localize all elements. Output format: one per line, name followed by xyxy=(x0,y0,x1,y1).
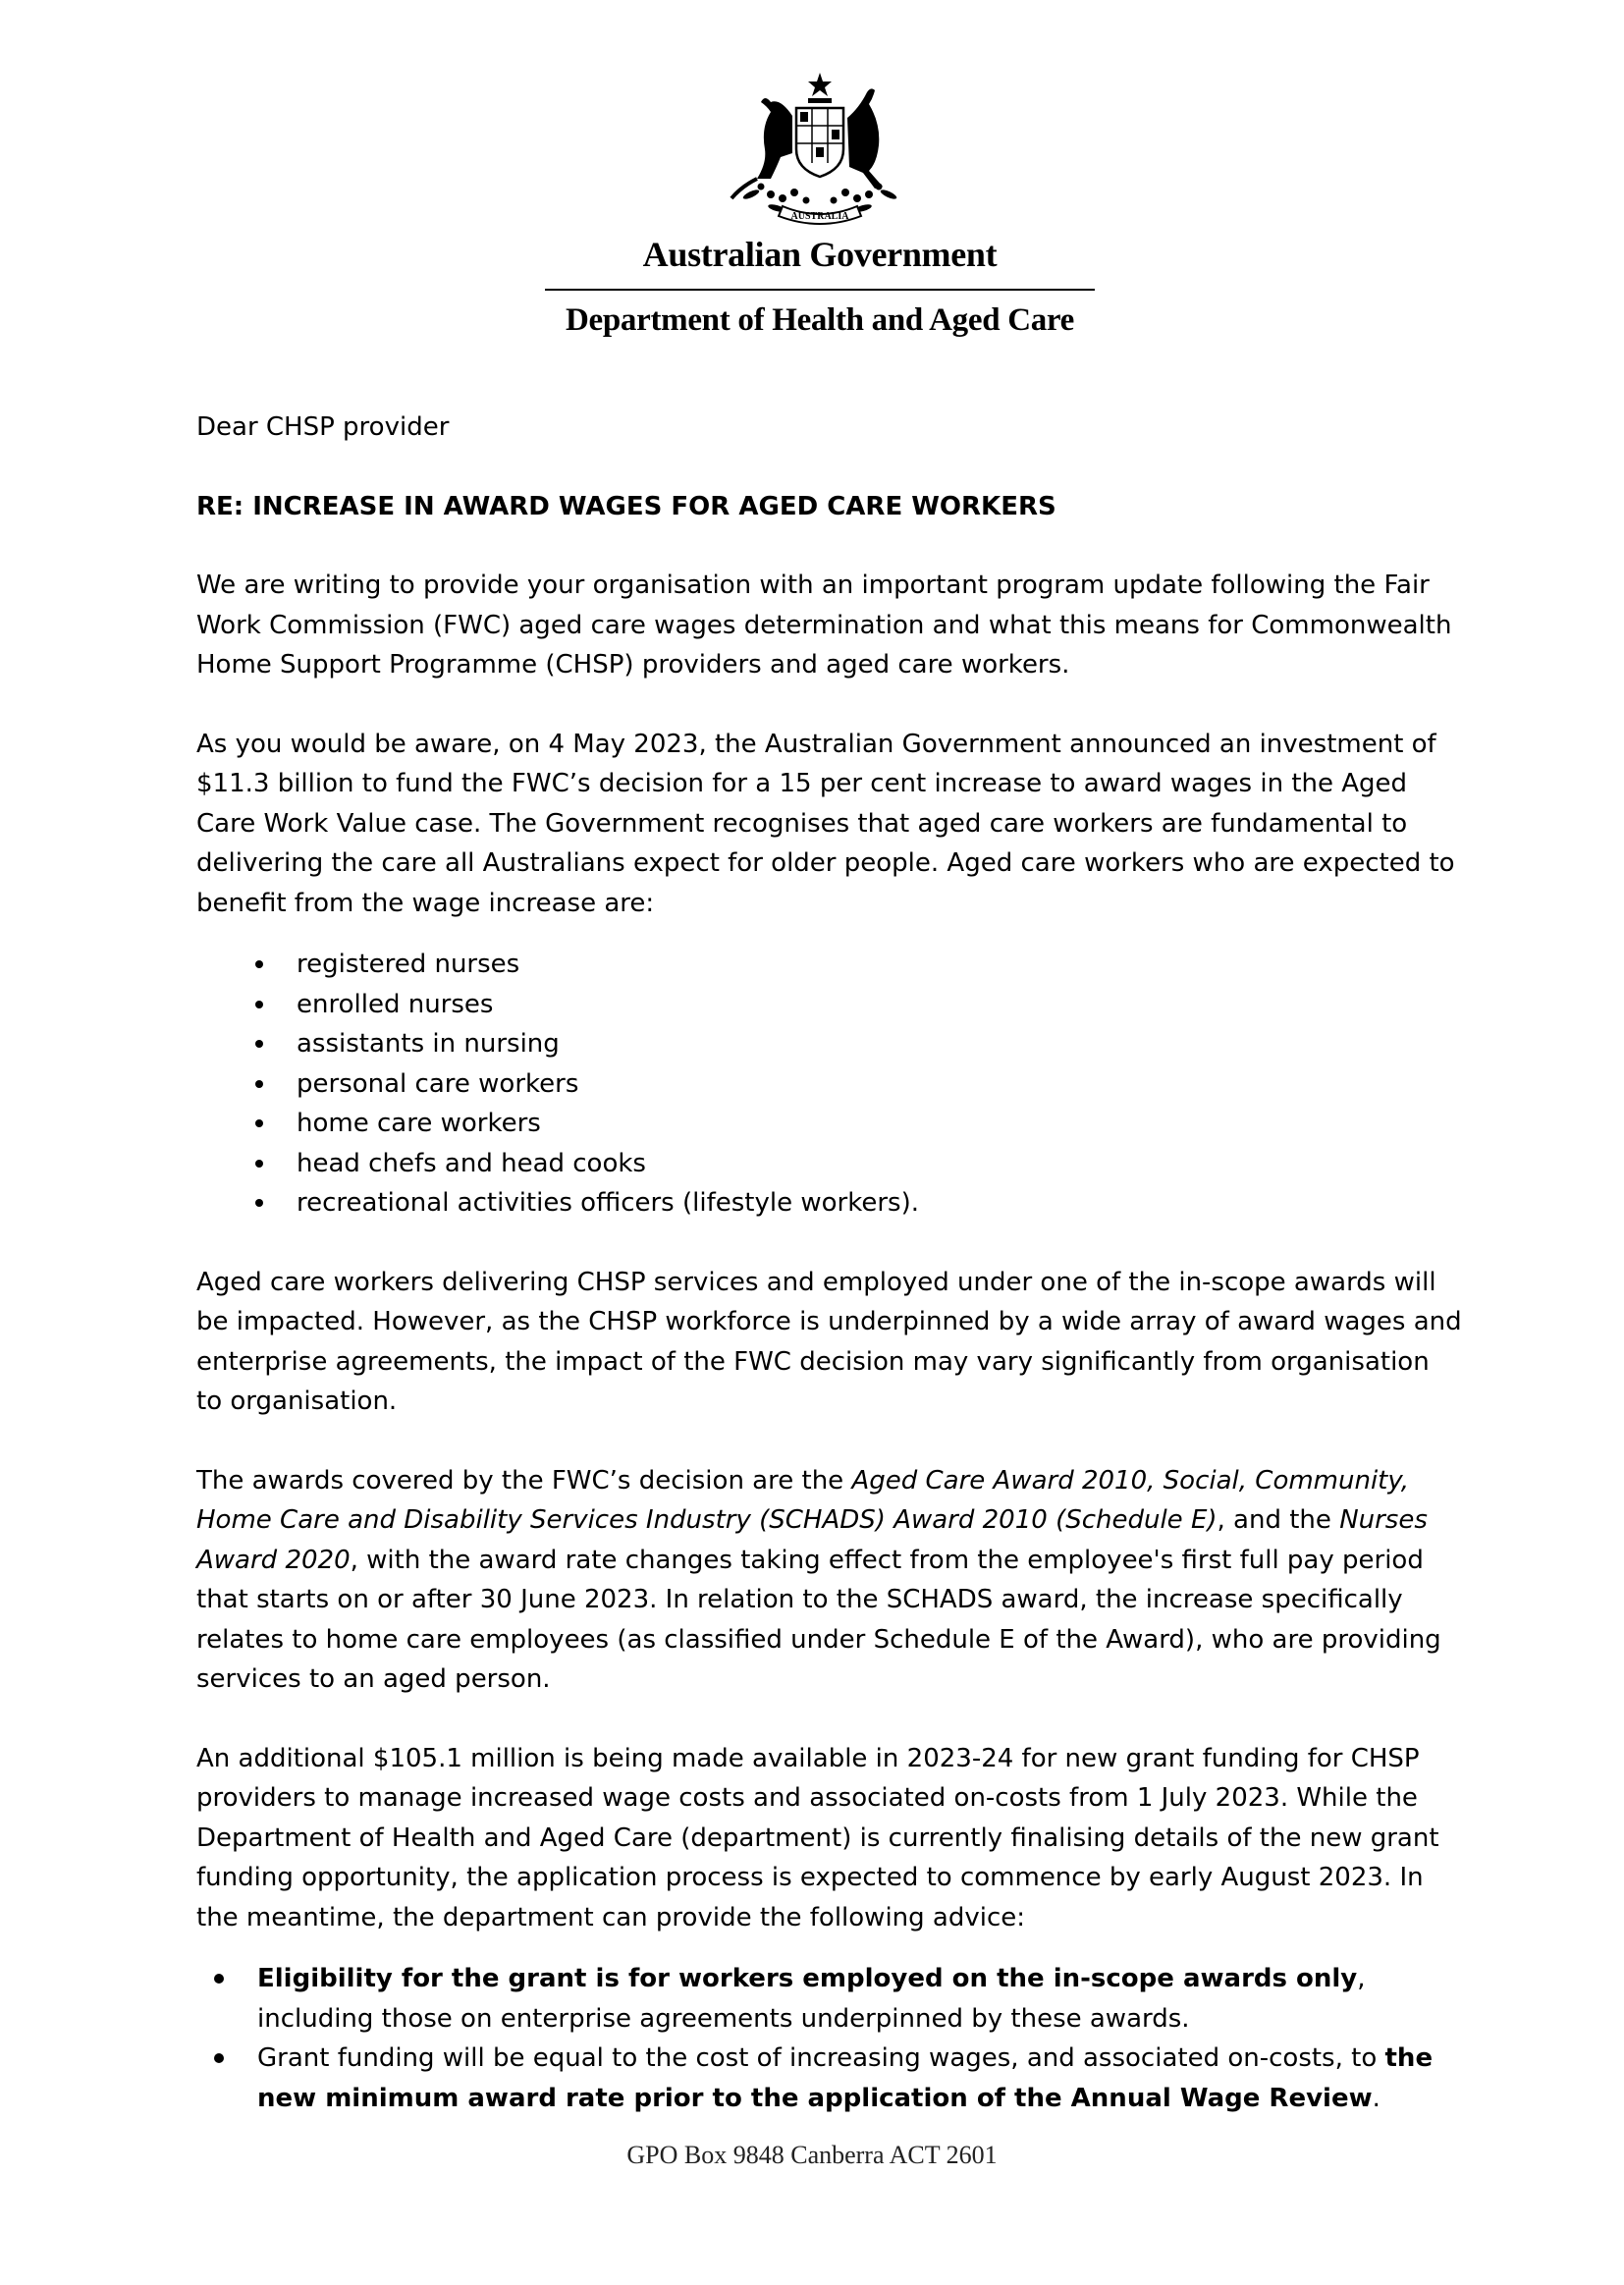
coat-of-arms-icon xyxy=(702,69,938,226)
subject-line: RE: INCREASE IN AWARD WAGES FOR AGED CARE WORKERS xyxy=(196,491,1056,521)
paragraph-funding: An additional $105.1 million is being made available in 2023-24 for new grant funding for CHSP providers to manage increased wage costs and associated on-costs from 1 July 2023. While the Department of Health and Aged Care (department) is currently finalising details of the new grant funding opportunity, the application process is expected to commence by early August 2023. In the meantime, the department can provide the following advice: xyxy=(196,1743,1439,1932)
letterhead-divider xyxy=(545,289,1095,291)
crest-motto: AUSTRALIA xyxy=(790,211,849,222)
department-name: Department of Health and Aged Care xyxy=(565,302,1075,338)
advice-emphasis: Eligibility for the grant is for workers employed on the in-scope awards only xyxy=(257,1964,1358,1993)
paragraph-investment: As you would be aware, on 4 May 2023, the Australian Government announced an investment of $11.3 billion to fund the FWC’s decision for a 15 per cent increase to award wages in the Aged Care Work Value case. The Government recognises that aged care workers are fundamental to delivering the care all Australians expect for older people. Aged care workers who are expected to benefit from the wage increase are: xyxy=(196,729,1455,918)
government-name: Australian Government xyxy=(642,235,998,274)
footer-address: GPO Box 9848 Canberra ACT 2601 xyxy=(626,2141,998,2169)
salutation: Dear CHSP provider xyxy=(196,412,450,442)
list-item: recreational activities officers (lifestyle workers). xyxy=(196,1183,1463,1224)
awards-names: Aged Care Award 2010, Social, Community, Home Care and Disability Services Industry (SCHADS) Award 2010 (Schedule E) xyxy=(196,1465,1410,1535)
awards-text: , with the award rate changes taking effect from the employee's first full pay period that starts on or after 30 June 2023. In relation to the SCHADS award, the increase specifically relates to home care employees (as classified under Schedule E of the Award), who are providing services to an aged person. xyxy=(196,1545,1441,1694)
advice-text: , including those on enterprise agreements underpinned by these awards. xyxy=(257,1964,1366,2034)
list-item: personal care workers xyxy=(196,1064,1463,1105)
list-item: registered nurses xyxy=(196,945,1463,985)
advice-emphasis: the new minimum award rate prior to the application of the Annual Wage Review xyxy=(257,2043,1434,2113)
list-item: head chefs and head cooks xyxy=(196,1144,1463,1184)
worker-roles-list xyxy=(196,945,1463,1224)
awards-text: , and the xyxy=(1217,1505,1340,1535)
list-item: assistants in nursing xyxy=(196,1024,1463,1064)
advice-text: Grant funding will be equal to the cost of increasing wages, and associated on-costs, to xyxy=(257,2043,1385,2073)
paragraph-awards xyxy=(196,1461,1463,1700)
paragraph-impact: Aged care workers delivering CHSP services and employed under one of the in-scope awards will be impacted. However, as the CHSP workforce is underpinned by a wide array of award wages and enterprise agreements, the impact of the FWC decision may vary significantly from organisation to organisation. xyxy=(196,1267,1462,1416)
advice-text: . xyxy=(1372,2083,1380,2113)
advice-list xyxy=(196,1959,1463,2118)
paragraph-intro: We are writing to provide your organisation with an important program update following the Fair Work Commission (FWC) aged care wages determination and what this means for Commonwealth Home Support Programme (CHSP) providers and aged care workers. xyxy=(196,571,1452,680)
list-item xyxy=(196,2039,1463,2118)
awards-text: The awards covered by the FWC’s decision are the xyxy=(196,1465,852,1496)
list-item: enrolled nurses xyxy=(196,985,1463,1025)
list-item: home care workers xyxy=(196,1104,1463,1144)
letter-body xyxy=(196,408,1463,2118)
list-item xyxy=(196,1959,1463,2039)
nurses-award-name: Nurses Award 2020 xyxy=(196,1505,1428,1575)
letterhead xyxy=(545,69,1095,339)
